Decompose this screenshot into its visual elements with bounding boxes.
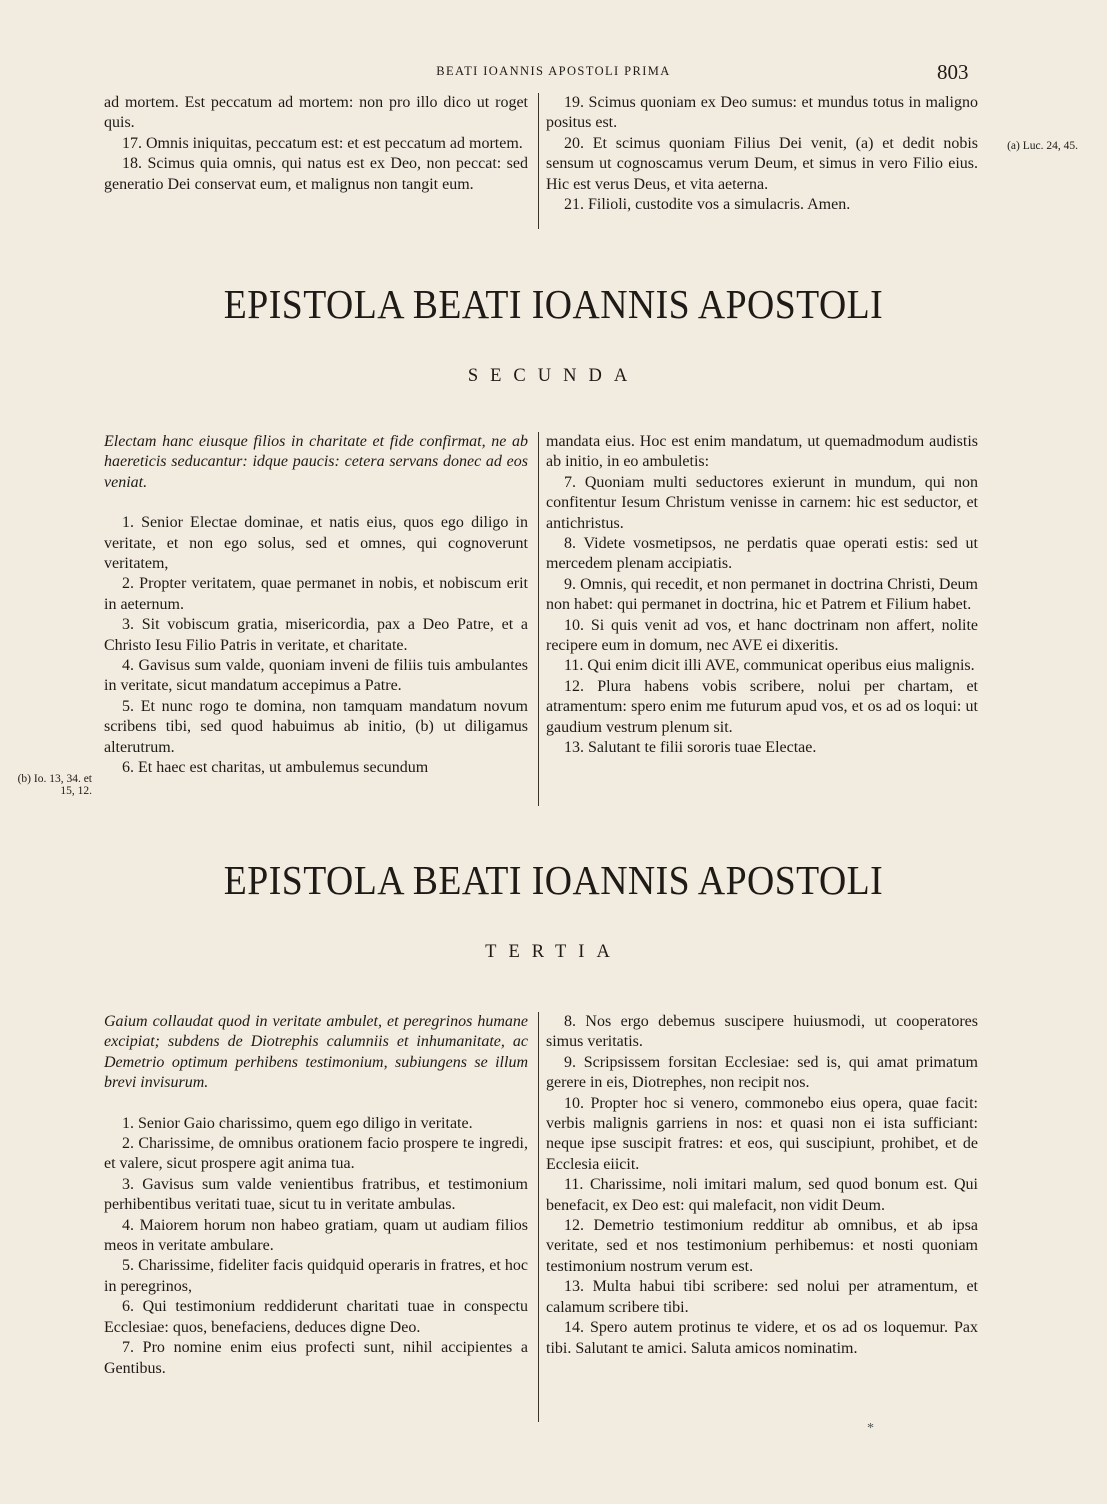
verse: 12. Demetrio testimonium redditur ab omnibus, et ab ipsa veritate, sed et nos testimonium perhibemus: et nosti quoniam testimonium nostrum verum est. [546,1217,978,1275]
verse: 5. Et nunc rogo te domina, non tamquam mandatum novum scribens tibi, sed quod habuimus ab initio, (b) ut diligamus alterutrum. [104,697,528,756]
second-epistle-text [96,432,976,812]
chapter-summary [104,432,528,493]
verse: 9. Omnis, qui recedit, et non permanet in doctrina Christi, Deum non habet: qui permanet in doctrina, hic et Patrem et Filium habet. [546,575,978,614]
epistle-title: EPISTOLA BEATI IOANNIS APOSTOLI [223,281,884,327]
marginal-reference: (a) Luc. 24, 45. [1007,140,1078,152]
right-column [546,93,978,215]
verse: 11. Charissime, noli imitari malum, sed quod bonum est. Qui benefacit, ex Deo est: qui malefacit, non vidit Deum. [546,1176,978,1214]
verse: mandata eius. Hoc est enim mandatum, ut quemadmodum audistis ab initio, in eo ambuletis: [546,433,978,471]
verse: 14. Spero autem protinus te videre, et os ad os loquemur. Pax tibi. Salutant te amici. Saluta amicos nominatim. [546,1319,978,1357]
verse: 3. Sit vobiscum gratia, misericordia, pax a Deo Patre, et a Christo Iesu Filio Patris in veritate, et charitate. [104,616,528,654]
column-divider [538,432,539,806]
verse: 13. Multa habui tibi scribere: sed nolui per atramentum, et calamum scribere tibi. [546,1278,978,1316]
verse: 4. Maiorem horum non habeo gratiam, quam ut audiam filios meos in veritate ambulare. [104,1216,528,1255]
verse: 12. Plura habens vobis scribere, nolui per chartam, et atramentum: spero enim me futurum apud vos, et os ad os loqui: ut gaudium vestrum plenum sit. [546,677,978,736]
verse: 10. Si quis venit ad vos, et hanc doctrinam non affert, nolite recipere eum in domum, nec AVE ei dixeritis. [546,616,978,655]
verse: ad mortem. Est peccatum ad mortem: non pro illo dico ut roget quis. [104,94,528,132]
first-epistle-ending [96,93,976,233]
verse: 7. Pro nomine enim eius profecti sunt, nihil accipientes a Gentibus. [104,1339,528,1377]
verse: 7. Quoniam multi seductores exierunt in mundum, qui non confitentur Iesum Christum venisse in carnem: hic est seductor, et antichristus. [546,473,978,532]
verse: 17. Omnis iniquitas, peccatum est: et est peccatum ad mortem. [122,134,523,152]
right-column [546,1012,978,1359]
end-ornament: * [867,1421,874,1436]
epistle-subtitle: TERTIA [485,942,622,962]
verse: 8. Nos ergo debemus suscipere huiusmodi, ut cooperatores simus veritatis. [546,1013,978,1051]
verse: 21. Filioli, custodite vos a simulacris. Amen. [564,196,851,214]
verse: 19. Scimus quoniam ex Deo sumus: et mundus totus in maligno positus est. [546,94,978,132]
verse: 13. Salutant te filii sororis tuae Electae. [564,739,817,757]
verse: 6. Et haec est charitas, ut ambulemus secundum [122,759,429,777]
third-epistle-text [96,1012,976,1432]
verse: 10. Propter hoc si venero, commonebo eius opera, quae facit: verbis malignis garriens in nos: et quasi non ei ista sufficiant: neque ipse suscipit fratres: et eos, qui suscipiunt, prohibet, et de Ecclesia eiicit. [546,1094,978,1173]
column-divider [538,93,539,229]
verse: 3. Gavisus sum valde venientibus fratribus, et testimonium perhibentibus veritati tuae, sicut tu in veritate ambulas. [104,1175,528,1214]
summary-text: Gaium collaudat quod in veritate ambulet, et peregrinos humane excipiat; subdens de Diotrephis calumniis et inhumanitate, ac Demetrio optimum perhibens testimonium, subiungens se illum brevi invisurum. [104,1013,528,1092]
column-divider [538,1012,539,1422]
verse: 11. Qui enim dicit illi AVE, communicat operibus eius malignis. [564,657,975,675]
marginal-reference: (b) Io. 13, 34. et 15, 12. [17,773,92,797]
verse: 6. Qui testimonium reddiderunt charitati tuae in conspectu Ecclesiae: quos, benefaciens, deduces digne Deo. [104,1298,528,1336]
verse: 5. Charissime, fideliter facis quidquid operaris in fratres, et hoc in peregrinos, [104,1257,528,1295]
verse: 18. Scimus quia omnis, qui natus est ex Deo, non peccat: sed generatio Dei conservat eum, et malignus non tangit eum. [104,155,528,193]
verse: 2. Charissime, de omnibus orationem facio prospere te ingredi, et valere, sicut prospere agit anima tua. [104,1135,528,1173]
verse: 4. Gavisus sum valde, quoniam inveni de filiis tuis ambulantes in veritate, sicut mandatum accepimus a Patre. [104,657,528,695]
verse: 2. Propter veritatem, quae permanet in nobis, et nobiscum erit in aeternum. [104,575,528,613]
verse: 1. Senior Electae dominae, et natis eius, quos ego diligo in veritate, et non ego solus, sed et omnes, qui cognoverunt veritatem, [104,514,528,573]
running-head: BEATI IOANNIS APOSTOLI PRIMA [436,64,671,78]
chapter-summary [104,1012,528,1094]
page-number: 803 [937,60,969,84]
left-column [104,93,528,195]
epistle-subtitle: SECUNDA [467,366,640,386]
right-column [546,432,978,759]
left-column [104,432,528,779]
verse: 1. Senior Gaio charissimo, quem ego diligo in veritate. [122,1114,473,1132]
summary-text: Electam hanc eiusque filios in charitate et fide confirmat, ne ab haereticis seducantur: idque paucis: cetera servans donec ad eos veniat. [104,433,528,491]
verse: 9. Scripsissem forsitan Ecclesiae: sed is, qui amat primatum gerere in eis, Diotrephes, non recipit nos. [546,1053,978,1092]
verse: 20. Et scimus quoniam Filius Dei venit, (a) et dedit nobis sensum ut cognoscamus verum Deum, et simus in vero Filio eius. Hic est verus Deus, et vita aeterna. [546,134,978,193]
left-column [104,1012,528,1379]
epistle-title: EPISTOLA BEATI IOANNIS APOSTOLI [223,857,884,903]
verse: 8. Videte vosmetipsos, ne perdatis quae operati estis: sed ut mercedem plenam accipiatis. [546,535,978,573]
